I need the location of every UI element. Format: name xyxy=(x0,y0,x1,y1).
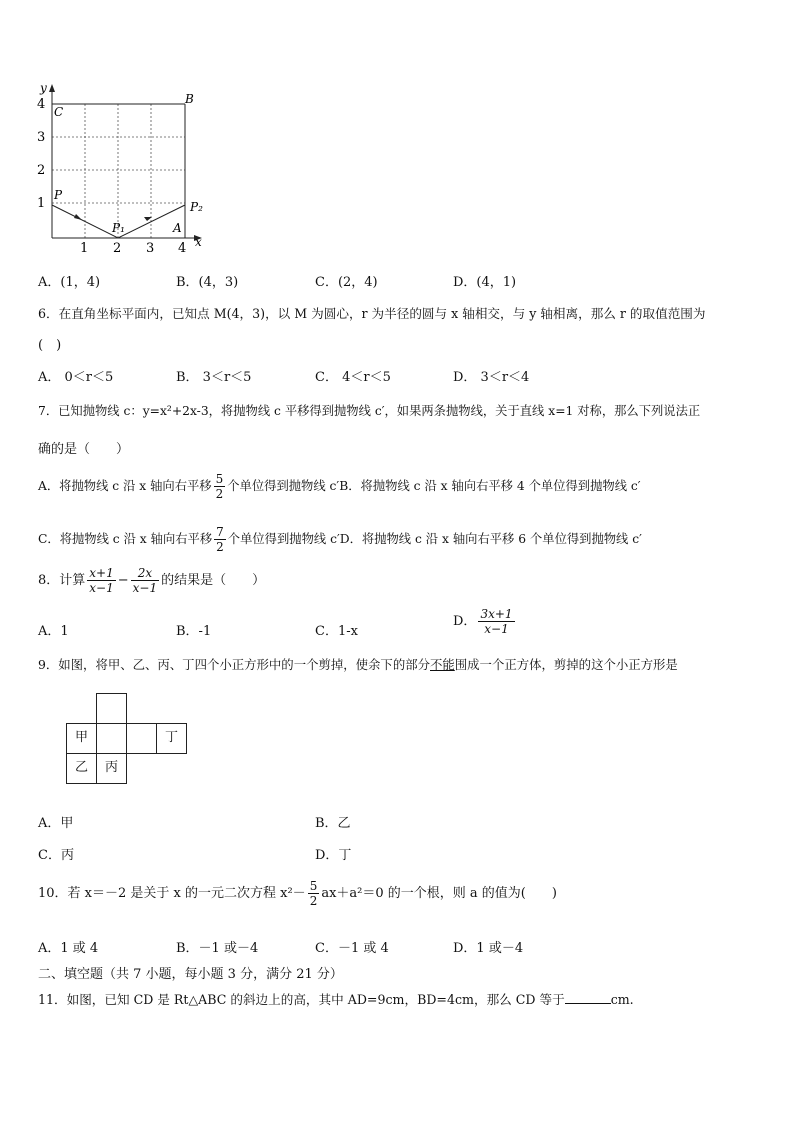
x-tick-4: 4 xyxy=(178,241,187,256)
x-tick-1: 1 xyxy=(80,241,89,256)
q7-c-fraction xyxy=(214,525,226,554)
x-tick-3: 3 xyxy=(146,241,155,256)
q9-text xyxy=(38,655,678,673)
q7-c-num: 7 xyxy=(216,525,224,539)
q9-option-a: A．甲 xyxy=(38,816,74,831)
q6-option-d: D． 3＜r＜4 xyxy=(453,370,530,385)
point-label-c: C xyxy=(54,105,64,119)
net-cell-right xyxy=(126,723,157,754)
q6-text: 6．在直角坐标平面内，已知点 M(4，3)，以 M 为圆心，r 为半径的圆与 x 轴相交，与 y 轴相离，那么 r 的取值范围为 xyxy=(38,306,706,321)
q9-option-b: B．乙 xyxy=(315,816,351,831)
q9-post: 围成一个正方体，剪掉的这个小正方形是 xyxy=(454,657,678,672)
q7-line1: 7．已知抛物线 c：y=x²+2x-3，将抛物线 c 平移得到抛物线 c′，如果两条抛物线，关于直线 x=1 对称，那么下列说法正 xyxy=(38,404,701,418)
point-label-p2: P₂ xyxy=(190,200,203,214)
q8-fraction-1 xyxy=(87,566,115,595)
q10-den: 2 xyxy=(309,894,318,908)
net-cell-yi: 乙 xyxy=(66,753,97,784)
q10-option-c: C．－1 或 4 xyxy=(315,941,389,956)
q10-option-a: A．1 或 4 xyxy=(38,941,99,956)
point-label-b: B xyxy=(185,92,194,106)
q7-a-fraction xyxy=(214,472,226,501)
q10-option-b: B．－1 或－4 xyxy=(176,941,259,956)
q8-option-c: C．1-x xyxy=(315,624,358,639)
q8-option-b: B．-1 xyxy=(176,624,212,639)
q7-a-pre: A．将抛物线 c 沿 x 轴向右平移 xyxy=(38,479,212,493)
point-label-p: P xyxy=(54,188,63,202)
q8-pre: 8．计算 xyxy=(38,573,86,588)
net-cell-ding: 丁 xyxy=(156,723,187,754)
q8-d-pre: D． xyxy=(453,614,477,629)
point-label-a: A xyxy=(173,221,182,235)
q9-underline: 不能 xyxy=(430,657,455,672)
q10-post: ax＋a²＝0 的一个根，则 a 的值为( ) xyxy=(321,886,557,901)
q7-c-post: 个单位得到抛物线 c′ xyxy=(227,532,340,546)
q10-option-d: D．1 或－4 xyxy=(453,941,524,956)
y-tick-1: 1 xyxy=(37,196,46,211)
q9-pre: 9．如图，将甲、乙、丙、丁四个小正方形中的一个剪掉，使余下的部分 xyxy=(38,657,430,672)
coordinate-graph xyxy=(30,80,220,260)
y-tick-4: 4 xyxy=(37,97,46,112)
q7-line2: 确的是（ ） xyxy=(38,442,130,457)
q8-f1-num: x+1 xyxy=(89,566,114,580)
net-cell-top xyxy=(96,693,127,724)
q6-option-a: A． 0＜r＜5 xyxy=(38,370,114,385)
q7-option-d: D．将抛物线 c 沿 x 轴向右平移 6 个单位得到抛物线 c′ xyxy=(339,532,642,546)
q6-option-b: B． 3＜r＜5 xyxy=(176,370,252,385)
q7-option-c xyxy=(38,525,642,554)
q8-post: 的结果是（ ） xyxy=(161,573,266,588)
q5-option-c: C．(2，4) xyxy=(315,275,378,290)
net-cell-jia: 甲 xyxy=(66,723,97,754)
q8-option-d xyxy=(453,607,517,636)
cube-net-figure xyxy=(66,693,188,787)
q10-num: 5 xyxy=(309,879,318,893)
q7-a-post: 个单位得到抛物线 c′ xyxy=(227,479,340,493)
q8-text xyxy=(38,566,265,595)
q6-paren: ( ) xyxy=(38,338,62,353)
q8-option-a: A．1 xyxy=(38,624,69,639)
q11-pre: 11．如图，已知 CD 是 Rt△ABC 的斜边上的高，其中 AD=9cm，BD=4cm，那么 CD 等于 xyxy=(38,992,565,1007)
x-tick-2: 2 xyxy=(113,241,122,256)
q8-d-den: x−1 xyxy=(484,622,509,636)
q10-fraction xyxy=(308,879,320,908)
net-cell-middle xyxy=(96,723,127,754)
q11-post: cm. xyxy=(610,992,634,1007)
q5-option-b: B．(4，3) xyxy=(176,275,239,290)
q7-option-b: B．将抛物线 c 沿 x 轴向右平移 4 个单位得到抛物线 c′ xyxy=(339,479,641,493)
q7-option-a xyxy=(38,472,641,501)
q5-option-a: A．(1，4) xyxy=(38,275,101,290)
q7-a-num: 5 xyxy=(215,472,224,486)
q7-a-den: 2 xyxy=(215,487,224,501)
q7-c-den: 2 xyxy=(216,540,224,554)
q8-fraction-2 xyxy=(131,566,159,595)
q10-text xyxy=(38,879,557,908)
q9-option-d: D．丁 xyxy=(315,848,352,863)
q8-d-num: 3x+1 xyxy=(480,607,513,621)
y-tick-2: 2 xyxy=(37,163,46,178)
net-cell-bing: 丙 xyxy=(96,753,127,784)
q7-c-pre: C．将抛物线 c 沿 x 轴向右平移 xyxy=(38,532,213,546)
q6-option-c: C． 4＜r＜5 xyxy=(315,370,391,385)
q5-option-d: D．(4，1) xyxy=(453,275,517,290)
x-axis-label: x xyxy=(195,235,202,249)
point-label-p1: P₁ xyxy=(112,221,125,235)
q8-d-fraction xyxy=(478,607,514,636)
q10-pre: 10．若 x＝－2 是关于 x 的一元二次方程 x²－ xyxy=(38,886,306,901)
q8-f2-den: x−1 xyxy=(132,581,158,595)
y-axis-label: y xyxy=(40,81,47,95)
q8-minus: − xyxy=(117,573,129,588)
y-tick-3: 3 xyxy=(37,130,46,145)
q8-f1-den: x−1 xyxy=(89,581,114,595)
q8-f2-num: 2x xyxy=(131,566,159,581)
q11-answer-blank[interactable] xyxy=(565,991,611,1004)
section-2-heading: 二、填空题（共 7 小题，每小题 3 分，满分 21 分） xyxy=(38,967,343,982)
q11-text xyxy=(38,989,634,1008)
q9-option-c: C．丙 xyxy=(38,848,74,863)
